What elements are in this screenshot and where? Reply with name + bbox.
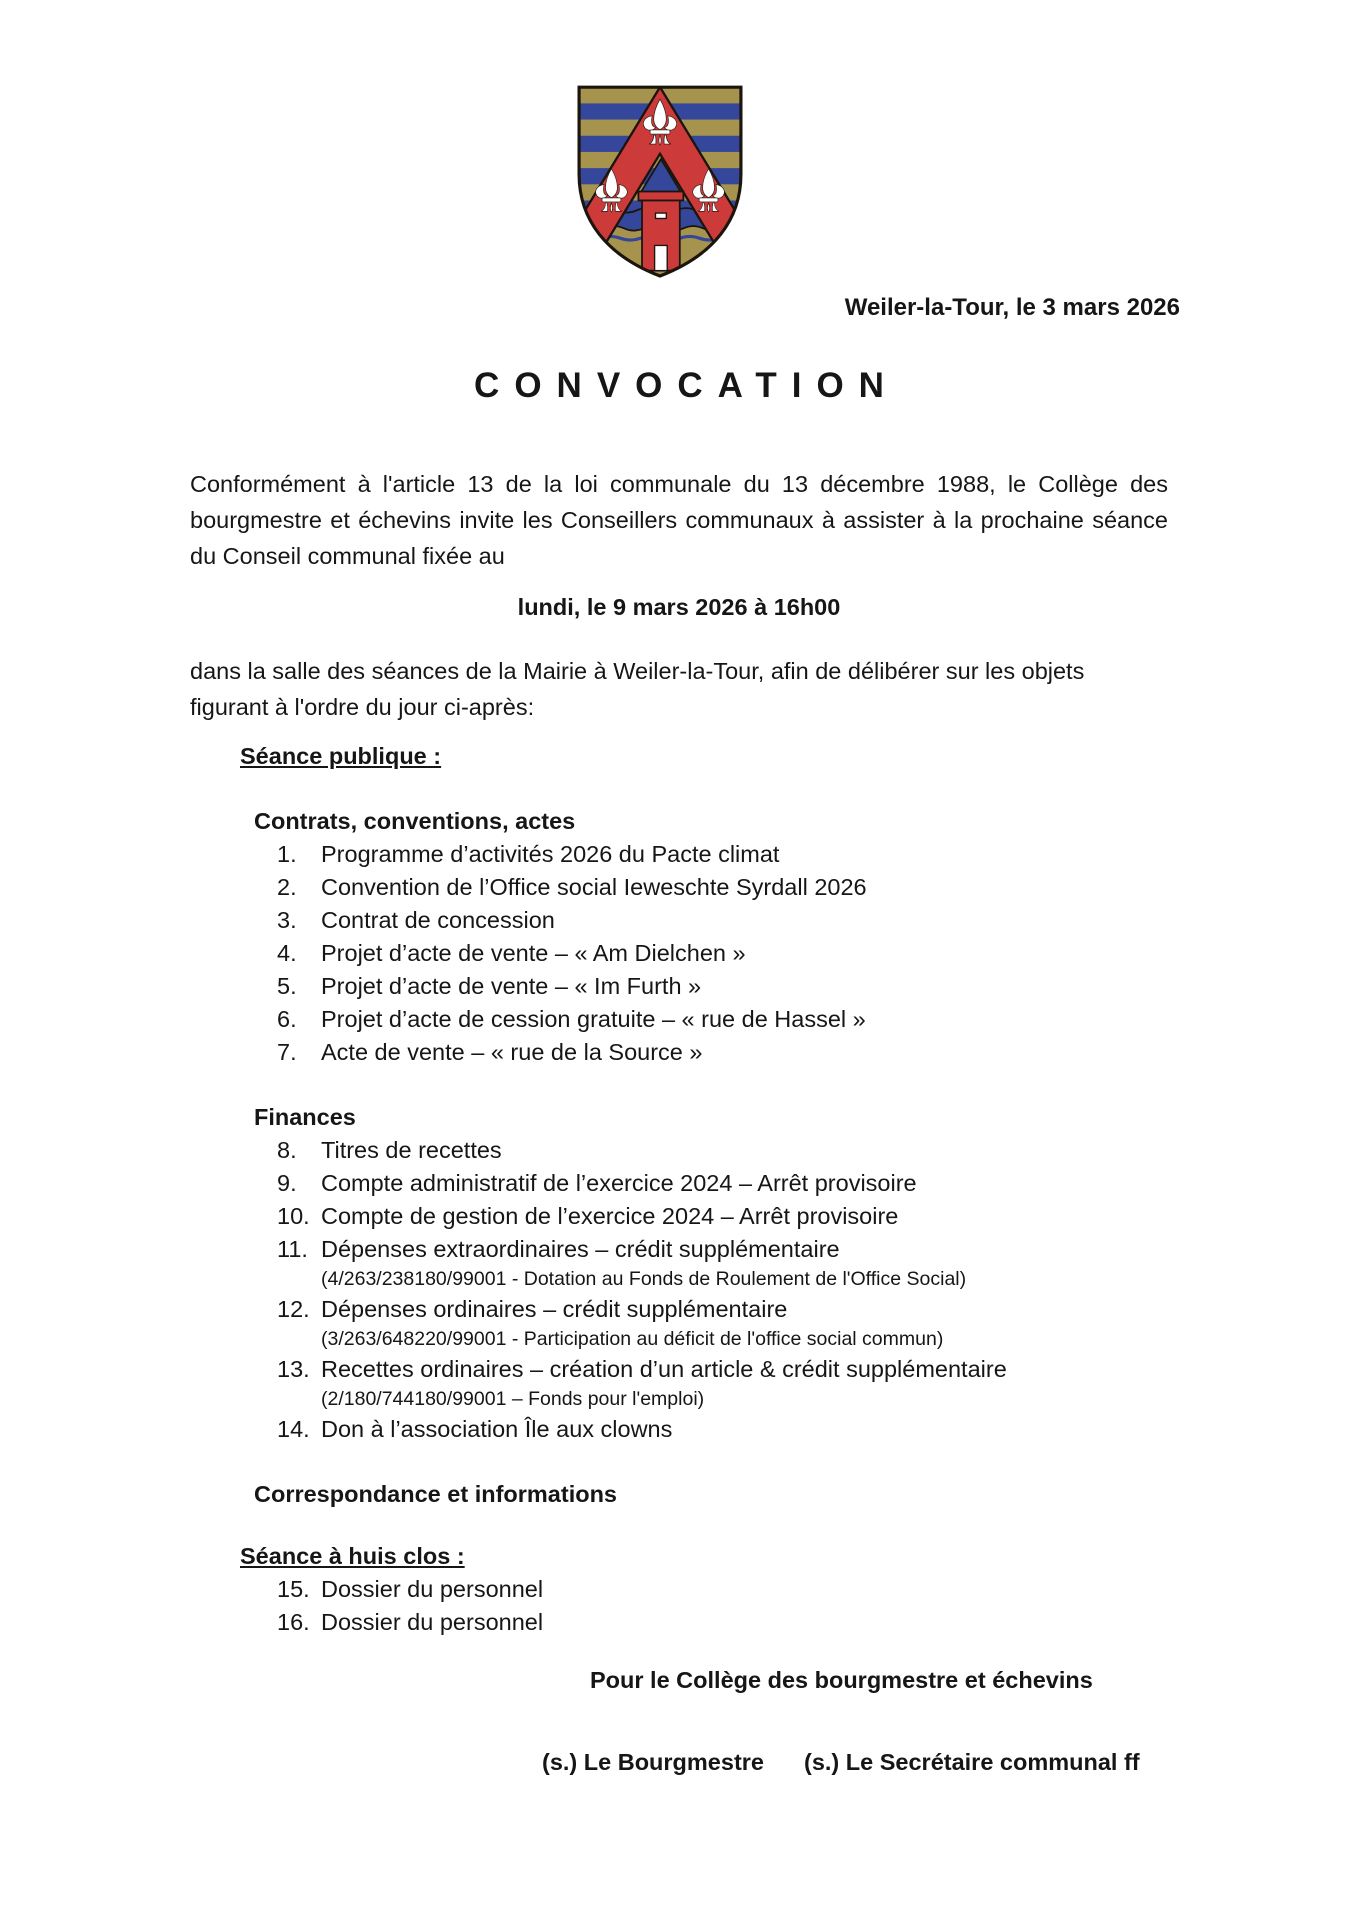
city-date-line: Weiler-la-Tour, le 3 mars 2026	[844, 294, 1180, 321]
item-number: 5.	[277, 973, 297, 999]
meeting-datetime: lundi, le 9 mars 2026 à 16h00	[517, 594, 841, 620]
item-text: Projet d’acte de cession gratuite – « rue de Hassel »	[321, 1006, 866, 1032]
signature-secretaire: (s.) Le Secrétaire communal ff	[804, 1749, 1140, 1775]
contracts-heading: Contrats, conventions, actes	[254, 808, 576, 834]
closed-session-heading: Séance à huis clos :	[240, 1543, 465, 1569]
meeting-place-paragraph: dans la salle des séances de la Mairie à Weiler-la-Tour, afin de délibérer sur les objets figurant à l'ordre du jour ci-après:	[190, 658, 1085, 720]
item-text: Dépenses ordinaires – crédit supplémentaire	[321, 1296, 788, 1322]
municipal-coat-of-arms-icon	[570, 80, 750, 285]
budget-article-note: (2/180/744180/99001 – Fonds pour l'emploi)	[321, 1388, 705, 1410]
document-body	[0, 466, 1358, 1639]
budget-article-note: (3/263/648220/99001 - Participation au déficit de l'office social commun)	[321, 1328, 944, 1350]
agenda-item	[277, 937, 1168, 970]
public-session-heading: Séance publique :	[240, 743, 442, 769]
item-text: Recettes ordinaires – création d’un article & crédit supplémentaire	[321, 1356, 1007, 1382]
item-text: Dépenses extraordinaires – crédit supplémentaire	[321, 1236, 840, 1262]
item-number: 16.	[277, 1609, 310, 1635]
item-text: Acte de vente – « rue de la Source »	[321, 1039, 703, 1065]
item-text: Dossier du personnel	[321, 1609, 544, 1635]
agenda-item	[277, 1233, 1168, 1266]
item-text: Compte de gestion de l’exercice 2024 – Arrêt provisoire	[321, 1203, 899, 1229]
crest-container	[0, 0, 1358, 285]
item-text: Don à l’association Île aux clowns	[321, 1416, 673, 1442]
item-number: 3.	[277, 907, 297, 933]
item-text: Titres de recettes	[321, 1137, 502, 1163]
item-number: 2.	[277, 874, 297, 900]
item-number: 13.	[277, 1356, 310, 1382]
signature-bourgmestre: (s.) Le Bourgmestre	[542, 1749, 764, 1775]
item-text: Compte administratif de l’exercice 2024 – Arrêt provisoire	[321, 1170, 917, 1196]
agenda-item	[277, 1606, 1168, 1639]
agenda-item	[277, 1573, 1168, 1606]
item-number: 15.	[277, 1576, 310, 1602]
agenda-item	[277, 871, 1168, 904]
finances-heading: Finances	[254, 1104, 356, 1130]
agenda-item	[277, 1293, 1168, 1326]
item-text: Convention de l’Office social Ieweschte Syrdall 2026	[321, 874, 867, 900]
agenda-item	[277, 1353, 1168, 1386]
intro-paragraph: Conformément à l'article 13 de la loi communale du 13 décembre 1988, le Collège des bourgmestre et échevins invite les Conseillers communaux à assister à la prochaine séance du Conseil communal fixée au	[190, 471, 1168, 569]
item-text: Contrat de concession	[321, 907, 555, 933]
closed-session-list	[277, 1573, 1168, 1639]
finances-list	[277, 1134, 1168, 1446]
item-number: 6.	[277, 1006, 297, 1032]
item-number: 4.	[277, 940, 297, 966]
contracts-list	[277, 838, 1168, 1069]
item-number: 8.	[277, 1137, 297, 1163]
item-text: Programme d’activités 2026 du Pacte climat	[321, 841, 780, 867]
item-number: 9.	[277, 1170, 297, 1196]
agenda-item	[277, 1200, 1168, 1233]
agenda-item	[277, 970, 1168, 1003]
item-number: 14.	[277, 1416, 310, 1442]
agenda-item	[277, 1413, 1168, 1446]
correspondence-heading: Correspondance et informations	[254, 1481, 617, 1507]
agenda-item	[277, 1134, 1168, 1167]
item-number: 11.	[277, 1236, 308, 1262]
item-number: 7.	[277, 1039, 297, 1065]
budget-article-note: (4/263/238180/99001 - Dotation au Fonds de Roulement de l'Office Social)	[321, 1268, 967, 1290]
item-number: 1.	[277, 841, 297, 867]
agenda-item	[277, 1003, 1168, 1036]
agenda-item	[277, 904, 1168, 937]
agenda-item	[277, 1167, 1168, 1200]
item-text: Projet d’acte de vente – « Am Dielchen »	[321, 940, 746, 966]
document-title: CONVOCATION	[474, 366, 899, 405]
signature-line	[542, 1745, 1358, 1779]
agenda-item	[277, 1036, 1168, 1069]
item-text: Dossier du personnel	[321, 1576, 544, 1602]
agenda-item	[277, 838, 1168, 871]
item-text: Projet d’acte de vente – « Im Furth »	[321, 973, 702, 999]
item-number: 12.	[277, 1296, 310, 1322]
for-college-line: Pour le Collège des bourgmestre et échevins	[590, 1667, 1093, 1693]
item-number: 10.	[277, 1203, 310, 1229]
